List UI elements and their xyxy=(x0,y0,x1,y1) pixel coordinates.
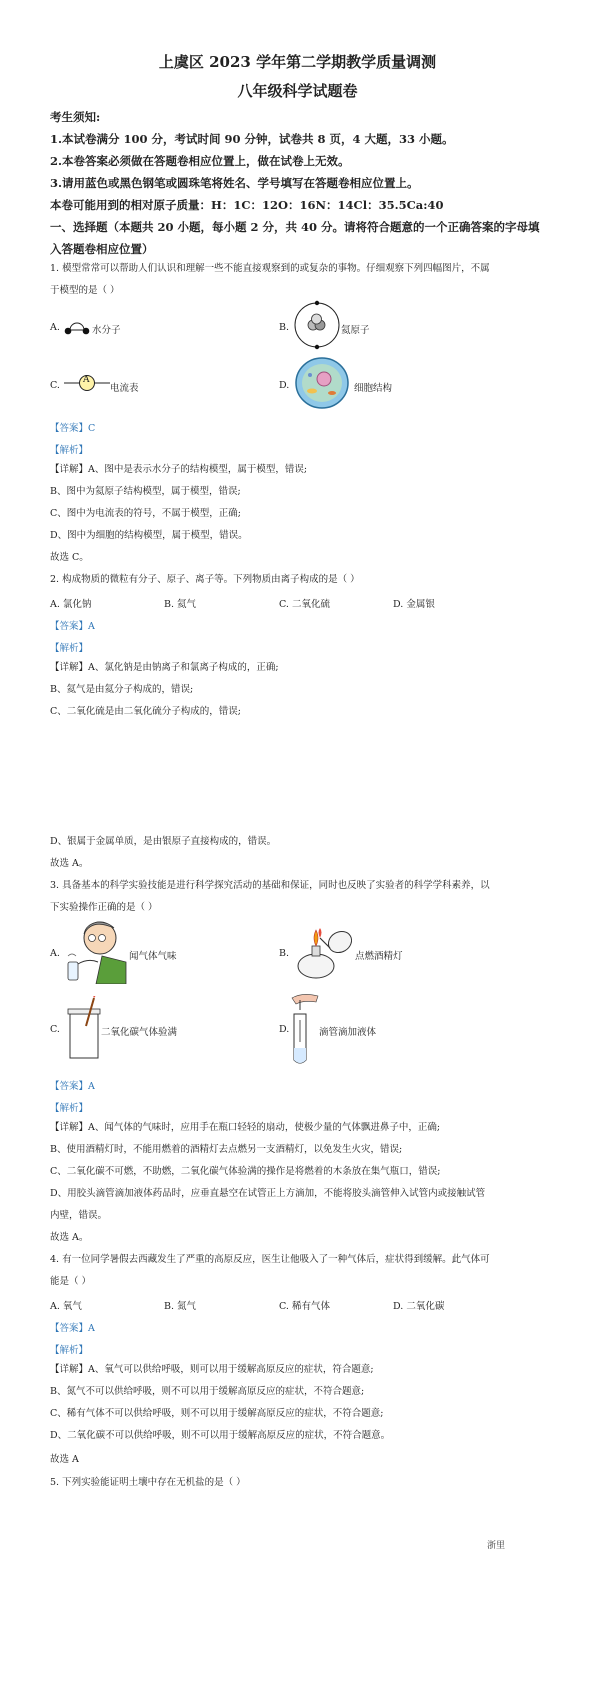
option-letter: A. xyxy=(50,322,60,333)
option-label: 闻气体气味 xyxy=(129,951,177,962)
notice-item: 本卷可能用到的相对原子质量：H：1C：12O：16N：14Cl：35.5Ca:40 xyxy=(50,198,444,212)
question-stem: 2. 构成物质的微粒有分子、原子、离子等。下列物质由离子构成的是（ ） xyxy=(50,574,360,585)
explanation-line: 故选 C。 xyxy=(50,552,89,563)
dropper-test-tube-icon xyxy=(288,990,322,1066)
analysis-tag: 【解析】 xyxy=(50,1103,89,1114)
option-label: 电流表 xyxy=(110,383,139,394)
answer-tag: 【答案】C xyxy=(50,423,96,434)
question-stem: 于模型的是（ ） xyxy=(50,285,120,296)
explanation-line: D、图中为细胞的结构模型，属于模型，错误。 xyxy=(50,530,248,541)
question-stem: 4. 有一位同学暑假去西藏发生了严重的高原反应，医生让他吸入了一种气体后，症状得到缓解。此气体可 xyxy=(50,1254,490,1265)
notice-item: 1.本试卷满分 100 分，考试时间 90 分钟，试卷共 8 页，4 大题，33 小题。 xyxy=(50,132,454,146)
explanation-line: D、二氧化碳不可以供给呼吸，则不可以用于缓解高原反应的症状，不符合题意。 xyxy=(50,1430,391,1441)
analysis-tag: 【解析】 xyxy=(50,445,89,456)
footer-label: 浙里 xyxy=(487,1541,506,1551)
explanation-line: 【详解】A、氯化钠是由钠离子和氯离子构成的，正确; xyxy=(50,662,279,673)
helium-atom-icon xyxy=(292,300,342,350)
option: D. 金属银 xyxy=(393,599,435,610)
gas-bottle-icon xyxy=(64,996,104,1062)
question-stem: 3. 具备基本的科学实验技能是进行科学探究活动的基础和保证，同时也反映了实验者的科学学科素养，以 xyxy=(50,880,490,891)
explanation-line: D、用胶头滴管滴加液体药品时，应垂直悬空在试管正上方滴加，不能将胶头滴管伸入试管内或接触试管 xyxy=(50,1188,486,1199)
analysis-tag: 【解析】 xyxy=(50,1345,89,1356)
option: A. 氯化钠 xyxy=(50,599,92,610)
explanation-line: 内壁，错误。 xyxy=(50,1210,108,1221)
explanation-line: B、使用酒精灯时，不能用燃着的酒精灯去点燃另一支酒精灯，以免发生火灾，错误; xyxy=(50,1144,403,1155)
option-letter: C. xyxy=(50,1024,60,1035)
option-label: 氦原子 xyxy=(341,325,370,336)
option-letter: D. xyxy=(279,380,290,391)
question-stem: 1. 模型常常可以帮助人们认识和理解一些不能直接观察到的或复杂的事物。仔细观察下列四幅图片，不属 xyxy=(50,263,490,274)
explanation-line: B、图中为氦原子结构模型，属于模型，错误; xyxy=(50,486,241,497)
cell-structure-icon xyxy=(294,355,350,411)
option: D. 二氧化碳 xyxy=(393,1301,445,1312)
option: A. 氧气 xyxy=(50,1301,82,1312)
section-heading: 入答题卷相应位置） xyxy=(50,242,154,256)
alcohol-lamp-icon xyxy=(292,918,356,980)
explanation-line: B、氮气不可以供给呼吸，则不可以用于缓解高原反应的症状，不符合题意; xyxy=(50,1386,365,1397)
explanation-line: 故选 A。 xyxy=(50,1232,89,1243)
explanation-line: B、氦气是由氦分子构成的，错误; xyxy=(50,684,194,695)
answer-tag: 【答案】A xyxy=(50,1081,95,1092)
option-label: 点燃酒精灯 xyxy=(355,951,403,962)
explanation-line: 【详解】A、图中是表示水分子的结构模型，属于模型，错误; xyxy=(50,464,308,475)
option-letter: B. xyxy=(279,322,290,333)
explanation-line: C、稀有气体不可以供给呼吸，则不可以用于缓解高原反应的症状，不符合题意; xyxy=(50,1408,384,1419)
explanation-line: C、二氧化碳不可燃，不助燃，二氧化碳气体验满的操作是将燃着的木条放在集气瓶口，错误; xyxy=(50,1166,441,1177)
option-letter: C. xyxy=(50,380,60,391)
explanation-line: 【详解】A、氧气可以供给呼吸，则可以用于缓解高原反应的症状，符合题意; xyxy=(50,1364,374,1375)
answer-tag: 【答案】A xyxy=(50,1323,95,1334)
section-heading: 一、选择题（本题共 20 小题，每小题 2 分，共 40 分。请将符合题意的一个正确答案的字母填 xyxy=(50,220,540,234)
option-label: 水分子 xyxy=(92,325,121,336)
option: B. 氦气 xyxy=(164,599,197,610)
page-subtitle: 八年级科学试题卷 xyxy=(237,82,358,100)
answer-tag: 【答案】A xyxy=(50,621,95,632)
analysis-tag: 【解析】 xyxy=(50,643,89,654)
question-stem: 下实验操作正确的是（ ） xyxy=(50,902,158,913)
explanation-line: C、图中为电流表的符号，不属于模型，正确; xyxy=(50,508,241,519)
question-stem: 能是（ ） xyxy=(50,1276,92,1287)
explanation-line: 【详解】A、闻气体的气味时，应用手在瓶口轻轻的扇动，使极少量的气体飘进鼻子中，正确; xyxy=(50,1122,441,1133)
notice-heading: 考生须知: xyxy=(50,110,101,124)
question-stem: 5. 下列实验能证明土壤中存在无机盐的是（ ） xyxy=(50,1477,246,1488)
notice-item: 3.请用蓝色或黑色钢笔或圆珠笔将姓名、学号填写在答题卷相应位置上。 xyxy=(50,176,419,190)
explanation-line: 故选 A xyxy=(50,1454,79,1465)
explanation-line: C、二氧化硫是由二氧化硫分子构成的，错误; xyxy=(50,706,241,717)
page-title: 上虞区 2023 学年第二学期教学质量调测 xyxy=(158,53,437,71)
option: B. 氮气 xyxy=(164,1301,197,1312)
option-letter: B. xyxy=(279,948,290,959)
person-smelling-gas-icon xyxy=(62,912,128,984)
water-molecule-icon xyxy=(62,315,92,337)
option-label: 滴管滴加液体 xyxy=(319,1027,377,1038)
option-label: 细胞结构 xyxy=(354,383,393,394)
option-letter: D. xyxy=(279,1024,290,1035)
notice-item: 2.本卷答案必须做在答题卷相应位置上，做在试卷上无效。 xyxy=(50,154,350,168)
option: C. 稀有气体 xyxy=(279,1301,330,1312)
option-label: 二氧化碳气体验满 xyxy=(101,1027,178,1038)
ammeter-symbol-letter: A xyxy=(83,375,90,385)
option: C. 二氧化硫 xyxy=(279,599,330,610)
explanation-line: 故选 A。 xyxy=(50,858,89,869)
explanation-line: D、银属于金属单质，是由银原子直接构成的，错误。 xyxy=(50,836,277,847)
option-letter: A. xyxy=(50,948,60,959)
